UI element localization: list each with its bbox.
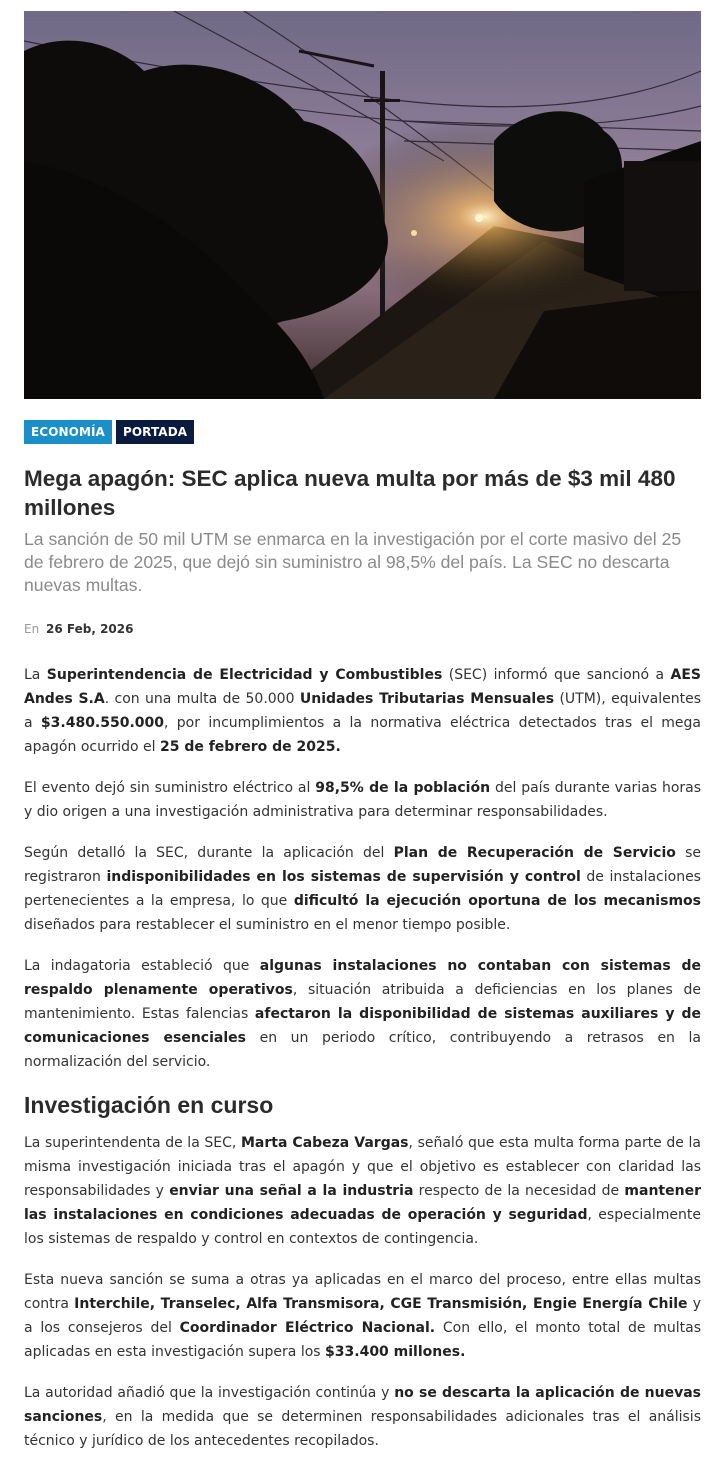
paragraph-6: Esta nueva sanción se suma a otras ya aplicadas en el marco del proceso, entre ellas multas contra Interchile, Transelec, Alfa Transmisora, CGE Transmisión, Engie Energía Chile y a los consejeros del Coordinador Eléctrico Nacional. Con ello, el monto total de multas aplicadas en esta investigación supera los $33.400 millones. [24,1272,702,1360]
paragraph-3: Según detalló la SEC, durante la aplicación del Plan de Recuperación de Servicio se registraron indisponibilidades en los sistemas de supervisión y control de instalaciones pertenecientes a la empresa, lo que dificultó la ejecución oportuna de los mecanismos diseñados para restablecer el suministro en el menor tiempo posible. [24,845,702,933]
article-meta [24,622,701,636]
meta-prefix: En [24,622,40,636]
paragraph-1: La Superintendencia de Electricidad y Combustibles (SEC) informó que sancionó a AES Andes S.A. con una multa de 50.000 Unidades Tributarias Mensuales (UTM), equivalentes a $3.480.550.000, por incumplimientos a la normativa eléctrica detectados tras el mega apagón ocurrido el 25 de febrero de 2025. [24,667,702,755]
category-portada-tag[interactable]: PORTADA [116,420,194,444]
hero-image [24,11,701,399]
article-container [24,11,701,1470]
paragraph-2: El evento dejó sin suministro eléctrico al 98,5% de la población del país durante varias horas y dio origen a una investigación administrativa para determinar responsabilidades. [24,780,702,820]
section-heading: Investigación en curso [24,1092,274,1118]
article-subtitle: La sanción de 50 mil UTM se enmarca en la investigación por el corte masivo del 25 de febrero de 2025, que dejó sin suministro al 98,5% del país. La SEC no descarta nuevas multas. [24,529,682,595]
night-street-photo-icon [24,11,701,399]
category-economia-tag[interactable]: ECONOMÍA [24,420,112,444]
category-tags [24,420,701,444]
publish-date: 26 Feb, 2026 [46,622,134,636]
paragraph-5: La superintendenta de la SEC, Marta Cabeza Vargas, señaló que esta multa forma parte de la misma investigación iniciada tras el apagón y que el objetivo es establecer con claridad las responsabilidades y enviar una señal a la industria respecto de la necesidad de mantener las instalaciones en condiciones adecuadas de operación y seguridad, especialmente los sistemas de respaldo y control en contextos de contingencia. [24,1135,701,1247]
paragraph-7: La autoridad añadió que la investigación continúa y no se descarta la aplicación de nuevas sanciones, en la medida que se determinen responsabilidades adicionales tras el análisis técnico y jurídico de los antecedentes recopilados. [24,1385,702,1449]
paragraph-4: La indagatoria estableció que algunas instalaciones no contaban con sistemas de respaldo plenamente operativos, situación atribuida a deficiencias en los planes de mantenimiento. Estas falencias afectaron la disponibilidad de sistemas auxiliares y de comunicaciones esenciales en un periodo crítico, contribuyendo a retrasos en la normalización del servicio. [24,958,702,1070]
article-title: Mega apagón: SEC aplica nueva multa por más de $3 mil 480 millones [24,466,676,520]
article-body [24,663,701,1453]
